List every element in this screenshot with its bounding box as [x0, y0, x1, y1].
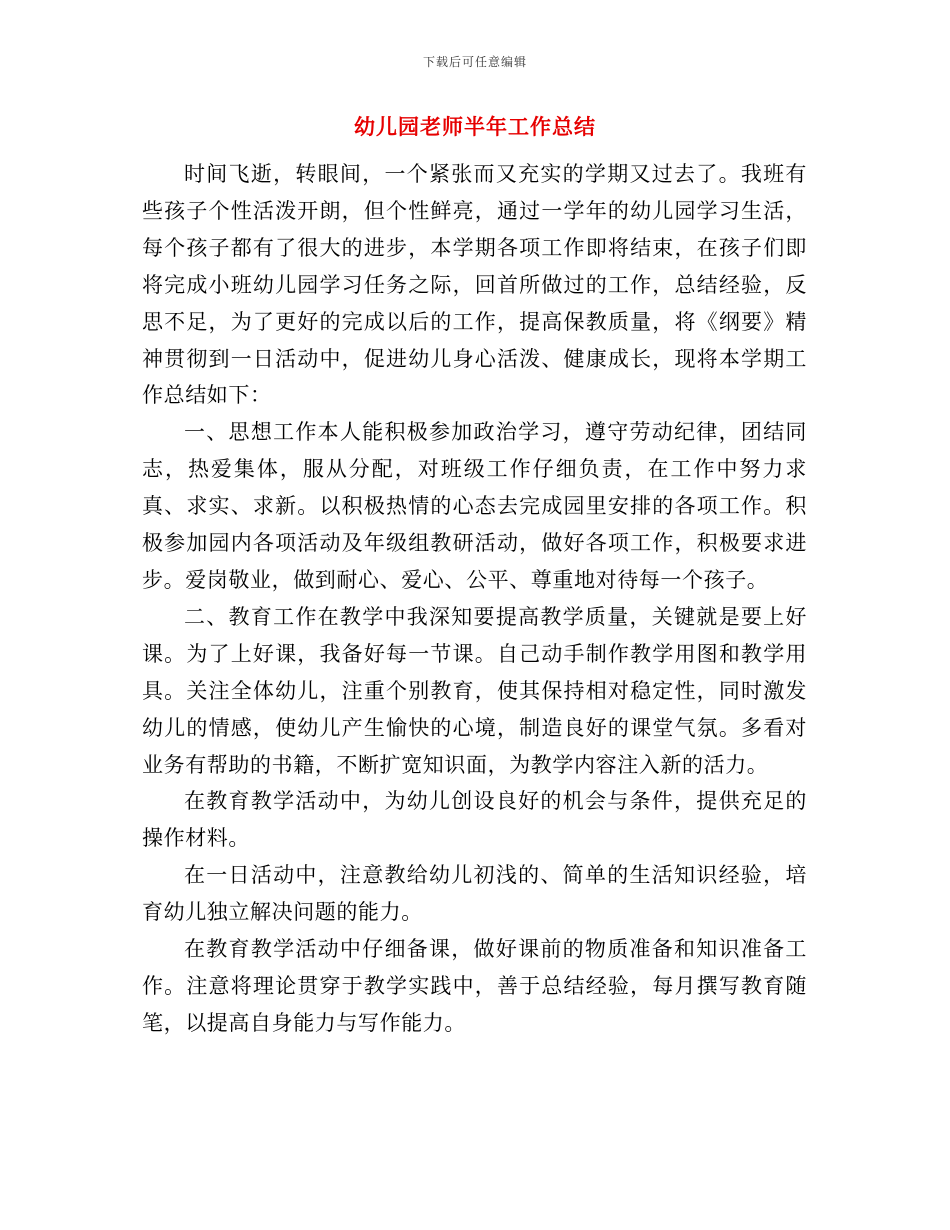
document-body — [142, 156, 807, 1042]
document-title: 幼儿园老师半年工作总结 — [354, 114, 596, 139]
paragraph-education-work: 二、教育工作在教学中我深知要提高教学质量，关键就是要上好课。为了上好课，我备好每一节课。自己动手制作教学用图和教学用具。关注全体幼儿，注重个别教育，使其保持相对稳定性，同时激发幼儿的情感，使幼儿产生愉快的心境，制造良好的课堂气氛。多看对业务有帮助的书籍，不断扩宽知识面，为教学内容注入新的活力。 — [142, 604, 807, 777]
paragraph-intro: 时间飞逝，转眼间，一个紧张而又充实的学期又过去了。我班有些孩子个性活泼开朗，但个性鲜亮，通过一学年的幼儿园学习生活，每个孩子都有了很大的进步，本学期各项工作即将结束，在孩子们即将完成小班幼儿园学习任务之际，回首所做过的工作，总结经验，反思不足，为了更好的完成以后的工作，提高保教质量，将《纲要》精神贯彻到一日活动中，促进幼儿身心活泼、健康成长，现将本学期工作总结如下： — [142, 162, 807, 408]
paragraph-ideology-work: 一、思想工作本人能积极参加政治学习，遵守劳动纪律，团结同志，热爱集体，服从分配，对班级工作仔细负责，在工作中努力求真、求实、求新。以积极热情的心态去完成园里安排的各项工作。积极参加园内各项活动及年级组教研活动，做好各项工作，积极要求进步。爱岗敬业，做到耐心、爱心、公平、尊重地对待每一个孩子。 — [142, 420, 807, 592]
paragraph-lesson-preparation: 在教育教学活动中仔细备课，做好课前的物质准备和知识准备工作。注意将理论贯穿于教学实践中，善于总结经验，每月撰写教育随笔，以提高自身能力与写作能力。 — [142, 937, 807, 1035]
paragraph-daily-activities: 在一日活动中，注意教给幼儿初浅的、简单的生活知识经验，培育幼儿独立解决问题的能力。 — [142, 863, 807, 925]
page-header-note: 下载后可任意编辑 — [422, 55, 527, 69]
paragraph-teaching-activities: 在教育教学活动中，为幼儿创设良好的机会与条件，提供充足的操作材料。 — [142, 789, 807, 851]
